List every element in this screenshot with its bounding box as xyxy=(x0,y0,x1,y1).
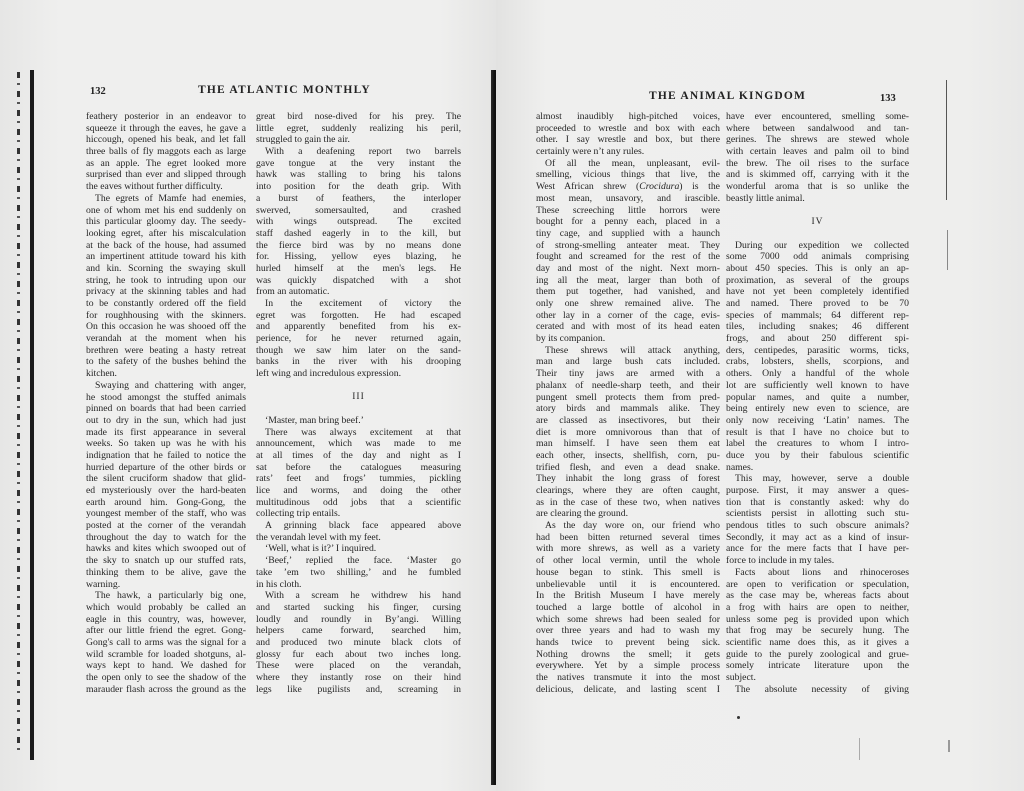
text-line: egret was forgotten. He had escaped xyxy=(256,309,461,321)
text-line: squeeze it through the eaves, he gave a xyxy=(86,122,246,134)
text-line: a frog with hairs are open to neither, xyxy=(726,601,909,613)
text-line: and is skimmed off, carrying with it the xyxy=(726,169,909,181)
text-line: and started sucking his finger, cursing xyxy=(256,601,461,613)
text-line: tiny cage, and supplied with a haunch xyxy=(536,227,720,239)
text-line: the verandah level with my feet. xyxy=(256,531,381,543)
text-line: The hawk, a particularly big one, xyxy=(95,590,246,602)
text-line: lice and worms, and doing the other xyxy=(256,485,461,497)
right-page xyxy=(496,0,1024,791)
text-line: pinned on boards that had been carried xyxy=(86,403,246,415)
paragraph xyxy=(86,590,246,695)
paragraph xyxy=(256,520,461,543)
text-line: left wing and incredulous expression. xyxy=(256,368,402,380)
text-line: man and large bush cats included. xyxy=(536,356,720,368)
text-line: marauder flash across the ground as the xyxy=(86,683,246,695)
binding-edge-marks xyxy=(17,72,20,752)
text-line: the natives transmute it into the most xyxy=(536,672,720,683)
text-line: almost inaudibly high-pitched voices, xyxy=(536,111,720,122)
text-line: most mean, unsavory, and irascible. xyxy=(536,192,720,204)
text-line: to the safety of the bushes behind the xyxy=(86,356,246,368)
text-line: scientists persist in allotting such stu- xyxy=(726,508,909,520)
text-line: everywhere. Yet by a simple process xyxy=(536,660,720,672)
text-line: by its companion. xyxy=(536,333,606,345)
text-line: tion that is constantly asked: why do xyxy=(726,496,909,508)
text-line: fought and screamed for the rest of the xyxy=(536,251,720,263)
text-line: announcement, which was made to me xyxy=(256,438,461,450)
text-line: a burst of feathers, the interloper xyxy=(256,192,461,204)
text-line: pungent smell protects them from pred- xyxy=(536,391,720,403)
text-line: of strong-smelling anteater meat. They xyxy=(536,239,720,251)
text-line: ‘Well, what is it?’ I inquired. xyxy=(265,543,377,555)
running-head: THE ATLANTIC MONTHLY xyxy=(198,84,371,96)
text-line: others. Only a handful of the whole xyxy=(726,368,909,380)
text-line: legs like pugilists and, screaming in xyxy=(256,683,461,695)
scan-edge-mark xyxy=(946,80,947,200)
text-line: In the British Museum I have merely xyxy=(536,590,720,602)
text-line: diet is more omnivorous than that of xyxy=(536,426,720,438)
text-line: With a deafening report two barrels xyxy=(265,146,461,158)
text-line: in his cloth. xyxy=(256,578,302,590)
text-line: Secondly, it may act as a kind of insur- xyxy=(726,531,909,543)
section-heading: IV xyxy=(811,216,824,227)
text-line: bought for a penny each, placed in a xyxy=(536,216,720,228)
scan-edge-mark xyxy=(948,740,950,752)
text-line: feathery posterior in an endeavor to xyxy=(86,111,246,122)
text-line: proximation, as several of the groups xyxy=(726,274,909,286)
text-line: proceeded to wrestle and box with each xyxy=(536,122,720,134)
text-line: Nothing drowns the smell; it gets xyxy=(536,648,720,660)
text-line: tiles, including snakes; 46 different xyxy=(726,321,909,333)
text-line: some 7000 odd animals comprising xyxy=(726,251,909,263)
text-line: delicious, delicate, and lasting scent I xyxy=(536,683,720,695)
text-line: weeks. So taken up was he with his xyxy=(86,438,246,450)
text-line: subject. xyxy=(726,672,756,684)
text-line: These were placed on the verandah, xyxy=(256,660,461,672)
text-line: ‘Master, man bring beef.’ xyxy=(265,414,364,426)
text-line: ed mysteriously over the hard-beaten xyxy=(86,485,246,496)
text-line: an impertinent attitude toward his kith xyxy=(86,251,246,263)
text-segment: West African shrew ( xyxy=(536,181,640,193)
text-line: frogs, and about 250 different spi- xyxy=(726,333,909,345)
text-line: perience, for he never returned again, xyxy=(256,333,461,345)
paragraph xyxy=(256,111,461,146)
text-line: other lay in a corner of the cage, evis- xyxy=(536,309,720,321)
text-line: which some shrews had been sealed for xyxy=(536,613,720,625)
italic-term: Crocidura xyxy=(639,181,680,193)
text-line: They inhabit the long grass of forest xyxy=(536,473,720,485)
text-line: at the back of the house, had assumed xyxy=(86,239,246,251)
text-line: Swaying and chattering with anger, xyxy=(95,379,246,391)
text-line: the eaves without further difficulty. xyxy=(86,181,223,193)
text-line: indignation that he failed to notice the xyxy=(86,449,246,461)
text-line: staff dashed eagerly in to the kill, but xyxy=(256,227,461,239)
text-line: made its first appearance in several xyxy=(86,426,246,438)
text-line: where between sandalwood and tan- xyxy=(726,122,909,134)
text-line: pendous titles to such obscure animals? xyxy=(726,520,909,532)
text-line: These shrews will attack anything, xyxy=(545,344,720,356)
text-line: over three years and had to wash my xyxy=(536,625,720,637)
text-line: out to dry in the sun, which had just xyxy=(86,414,246,426)
text-line: privacy at the skinning tables and had xyxy=(86,286,246,298)
text-line: helpers came forward, searched him, xyxy=(256,625,461,637)
text-line: Their tiny jaws are armed with a xyxy=(536,368,720,380)
text-line: with more shrews, as well as a variety xyxy=(536,543,720,555)
text-line: with certain leaves and palm oil to bind xyxy=(726,146,909,158)
text-line: label the creatures to whom I intro- xyxy=(726,438,909,450)
text-line: hawks and kites which swooped out of xyxy=(86,543,246,555)
text-line: he stood amongst the stuffed animals xyxy=(86,391,246,403)
paragraph xyxy=(256,298,461,380)
text-line: rats’ feet and frogs’ tummies, pickling xyxy=(256,473,461,485)
text-column xyxy=(256,111,461,695)
text-line: are clearing the ground. xyxy=(536,508,628,520)
paragraph xyxy=(86,193,246,380)
text-line: to be constantly ordered off the field xyxy=(86,298,246,309)
text-line: struggled to gain the air. xyxy=(256,134,350,146)
text-line: ‘Beef,’ replied the face. ‘Master go xyxy=(265,555,461,567)
text-line: the brew. The oil rises to the surface xyxy=(726,157,909,169)
text-line: and named. There proved to be 70 xyxy=(726,298,909,310)
text-line: gerines. The shrews are stewed whole xyxy=(726,134,909,146)
text-line: There was always excitement at that xyxy=(265,426,461,438)
text-line: only now receiving ‘Latin’ names. The xyxy=(726,414,909,426)
text-line: glossy fur each about two inches long. xyxy=(256,648,461,660)
paragraph xyxy=(256,543,461,555)
text-line: one of whom met his end suddenly on xyxy=(86,204,246,216)
paragraph xyxy=(726,240,909,474)
text-line: which would probably be called an xyxy=(86,601,246,613)
text-line: ing all the meat, larger than both of xyxy=(536,274,720,286)
text-line: Of all the mean, unpleasant, evil- xyxy=(545,157,720,169)
text-line: hawk was stalling to bring his talons xyxy=(256,169,461,181)
text-line: great bird nose-dived for his prey. The xyxy=(256,111,461,122)
text-line: beastly little animal. xyxy=(726,192,805,204)
text-line: them put together, had vanished, and xyxy=(536,286,720,298)
page-number: 132 xyxy=(90,86,106,97)
text-line: where they instantly rose on their hind xyxy=(256,672,461,684)
paragraph xyxy=(536,520,720,695)
text-line: banks in the river with his drooping xyxy=(256,356,461,368)
text-line: ways kept to hand. We dashed for xyxy=(86,660,246,672)
text-line: eagle in this country, was, however, xyxy=(86,613,246,625)
text-line: three balls of fly maggots each as large xyxy=(86,146,246,158)
paragraph xyxy=(256,555,461,590)
text-line: are open to verification or speculation, xyxy=(726,578,909,590)
text-line: guide to the purely zoological and grue- xyxy=(726,648,909,660)
paragraph xyxy=(726,473,909,567)
page-number: 133 xyxy=(880,93,896,104)
text-line: and kin. Scorning the swaying skull xyxy=(86,262,246,274)
text-line: Gong's call to arms was the signal for a xyxy=(86,636,246,648)
text-line: cerated and with most of its head eaten xyxy=(536,321,720,333)
text-line: swerved, somersaulted, and crashed xyxy=(256,204,461,216)
text-line: take ’em two shilling,’ and he fumbled xyxy=(256,566,461,578)
text-line: atory birds and mammals alike. They xyxy=(536,403,720,415)
text-line: throughout the day to watch for the xyxy=(86,531,246,543)
text-line: from an automatic. xyxy=(256,286,330,298)
text-line: hurried departure of the other birds or xyxy=(86,461,246,473)
text-line: collecting trip entails. xyxy=(256,508,341,520)
text-line: looking egret, after his miscalculation xyxy=(86,227,246,239)
text-line: verandah at the moment when his xyxy=(86,333,246,345)
text-line: gave tongue at the very instant the xyxy=(256,157,461,169)
text-line: With a scream he withdrew his hand xyxy=(265,590,461,602)
text-line: into position for the death grip. With xyxy=(256,181,461,193)
paragraph xyxy=(726,111,909,205)
text-line: for. Hissing, yellow eyes blazing, he xyxy=(256,251,461,263)
text-line: ance for the mere facts that I have per- xyxy=(726,543,909,555)
text-line: for roughhousing with the skinners. xyxy=(86,309,246,321)
text-line: the fierce bird was by no means done xyxy=(256,239,461,251)
text-line: warning. xyxy=(86,578,121,590)
scan-edge-mark xyxy=(859,738,860,760)
text-line: This may, however, serve a double xyxy=(735,473,909,485)
paragraph xyxy=(86,111,246,193)
paragraph xyxy=(536,345,720,520)
text-line: the sky to snatch up our stuffed rats, xyxy=(86,555,246,567)
text-line: During our expedition we collected xyxy=(735,239,909,251)
text-column xyxy=(726,111,909,695)
text-line: and apparently benefited from his ex- xyxy=(256,321,461,333)
text-line: after our little friend the egret. Gong- xyxy=(86,625,246,637)
text-line: youngest member of the staff, who was xyxy=(86,508,246,520)
text-line: smelling, vicious things that live, the xyxy=(536,169,720,181)
text-line: Facts about lions and rhinoceroses xyxy=(735,566,909,578)
text-line: certainly were n’t any rules. xyxy=(536,146,645,158)
text-line: touched a large bottle of alcohol in xyxy=(536,601,720,613)
scan-speck xyxy=(737,716,740,719)
scan-edge-mark xyxy=(947,230,948,270)
text-line: ders, centipedes, parasitic worms, ticks, xyxy=(726,344,909,356)
text-line: posted at the corner of the verandah xyxy=(86,520,246,532)
text-line: as an apple. The egret looked more xyxy=(86,157,246,169)
text-line: The absolute necessity of giving xyxy=(735,683,909,695)
text-line: crabs, lobsters, shells, scorpions, and xyxy=(726,356,909,368)
text-line: hiccough, opened his beak, and let fall xyxy=(86,134,246,146)
text-line: string, he took to intruding upon our xyxy=(86,274,246,286)
text-line: the silent cruciform shadow that glid- xyxy=(86,473,246,485)
text-line: A grinning black face appeared above xyxy=(265,520,461,532)
text-line: thinking them to be alive, gave the xyxy=(86,566,246,578)
text-line: These screeching little horrors were xyxy=(536,204,720,216)
paragraph xyxy=(256,590,461,695)
text-line: house began to stink. This smell is xyxy=(536,566,720,578)
text-line: being entirely new even to science, are xyxy=(726,403,909,415)
text-line: the open only to see the shadow of the xyxy=(86,672,246,683)
binding-edge xyxy=(30,70,34,760)
text-line: of other local vermin, until the whole xyxy=(536,555,720,567)
text-line: duce you by their fabulous scientific xyxy=(726,449,909,461)
text-line: scientific name does this, as it gives a xyxy=(726,636,909,648)
text-line: hands twice to prevent being sick. xyxy=(536,636,720,648)
text-line: and produced two minute black clots of xyxy=(256,636,461,648)
text-line: kitchen. xyxy=(86,368,117,380)
text-line: at all times of the day and night as I xyxy=(256,449,461,461)
text-line: wild scramble for loaded shotguns, al- xyxy=(86,648,246,660)
paragraph xyxy=(536,158,720,345)
text-line: about 450 species. This is only an ap- xyxy=(726,262,909,274)
section-heading: III xyxy=(352,391,365,402)
text-line: brethren were beating a hasty retreat xyxy=(86,344,246,356)
text-line: each other, insects, shellfish, corn, pu- xyxy=(536,449,720,461)
paragraph xyxy=(256,427,461,521)
text-line: trified flesh, and even a dead snake. xyxy=(536,461,720,473)
text-line: names. xyxy=(726,461,754,473)
text-line: wonderful aroma that is so unlike the xyxy=(726,181,909,193)
text-line: purpose. First, it may answer a ques- xyxy=(726,485,909,497)
text-line: that frog may be securely hung. The xyxy=(726,625,909,637)
text-line xyxy=(536,181,720,193)
paragraph xyxy=(256,415,461,427)
text-line: In the excitement of victory the xyxy=(265,298,461,309)
paragraph xyxy=(726,567,909,684)
text-line: sat before the catalogues measuring xyxy=(256,461,461,473)
text-line: unbelievable until it is encountered. xyxy=(536,578,720,590)
text-line: are classed as insectivores, but their xyxy=(536,414,720,426)
text-line: day and most of the night. Next morn- xyxy=(536,262,720,274)
text-line: force to include in my tales. xyxy=(726,555,835,567)
text-line: As the day wore on, our friend who xyxy=(545,520,720,532)
left-page xyxy=(0,0,496,791)
text-line: unless some peg is provided upon which xyxy=(726,613,909,625)
paragraph xyxy=(86,380,246,590)
text-line: multitudinous odd jobs that a scientific xyxy=(256,496,461,508)
text-line: The egrets of Mamfe had enemies, xyxy=(95,192,246,204)
text-line: On this occasion he was shooed off the xyxy=(86,321,246,333)
text-line: though we saw him later on the sand- xyxy=(256,344,461,356)
text-line: species of mammals; 64 different rep- xyxy=(726,309,909,321)
text-segment: ) is the xyxy=(679,181,720,193)
running-head: THE ANIMAL KINGDOM xyxy=(649,90,807,102)
text-line: earth around him. Gong-Gong, the xyxy=(86,496,246,508)
paragraph xyxy=(536,111,720,158)
text-line: had been bitten returned several times xyxy=(536,531,720,543)
text-line: lot are sufficiently well known to have xyxy=(726,379,909,391)
text-line: result is that I have no choice but to xyxy=(726,426,909,438)
text-line: surprised than ever and slipped through xyxy=(86,169,246,181)
text-line: with wings outspread. The excited xyxy=(256,216,461,228)
text-line: hurled himself at the men's legs. He xyxy=(256,262,461,274)
text-column xyxy=(536,111,720,695)
paragraph xyxy=(256,146,461,298)
paragraph xyxy=(726,684,909,696)
text-line: was quickly dispatched with a shot xyxy=(256,274,461,286)
text-line: as in the case of these two, when natives xyxy=(536,496,720,508)
text-line: this particular gloomy day. The seedy- xyxy=(86,216,246,228)
text-line: loudly and roundly in By’angi. Willing xyxy=(256,613,461,625)
text-line: only one shrew remained alive. The xyxy=(536,298,720,309)
text-line: little egret, suddenly realizing his peril, xyxy=(256,122,461,134)
text-line: clearings, where they are often caught, xyxy=(536,485,720,496)
text-line: have ever encountered, smelling some- xyxy=(726,111,909,122)
text-line: phalanx of needle-sharp teeth, and their xyxy=(536,379,720,391)
text-line: man himself. I have seen them eat xyxy=(536,438,720,450)
text-column xyxy=(86,111,246,695)
text-line: as the case may be, whereas facts about xyxy=(726,590,909,602)
text-line: other. I say wrestle and box, but there xyxy=(536,134,720,146)
text-line: popular names, and quite a number, xyxy=(726,391,909,403)
text-line: have not yet been completely identified xyxy=(726,286,909,298)
text-line: somely intricate literature upon the xyxy=(726,660,909,672)
